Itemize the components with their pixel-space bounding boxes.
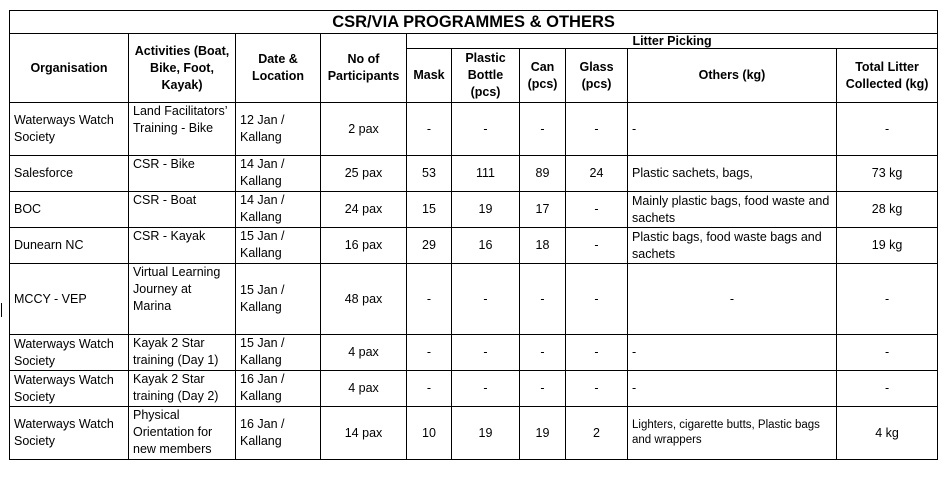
cell-activity: Land Facilitators’ Training - Bike	[129, 103, 236, 156]
cell-can: 17	[520, 192, 566, 228]
margin-mark	[1, 303, 2, 317]
cell-bottle: 111	[452, 156, 520, 192]
table-row	[10, 103, 938, 156]
header-activities: Activities (Boat, Bike, Foot, Kayak)	[129, 34, 236, 103]
cell-mask: -	[407, 335, 452, 371]
header-participants: No of Participants	[321, 34, 407, 103]
cell-total: -	[837, 371, 938, 407]
cell-participants: 2 pax	[321, 103, 407, 156]
cell-mask: -	[407, 103, 452, 156]
cell-mask: 10	[407, 407, 452, 460]
cell-mask: 53	[407, 156, 452, 192]
cell-participants: 24 pax	[321, 192, 407, 228]
cell-glass: -	[566, 335, 628, 371]
header-date-location: Date & Location	[236, 34, 321, 103]
cell-organisation: Waterways Watch Society	[10, 103, 129, 156]
cell-date: 14 Jan / Kallang	[236, 156, 321, 192]
header-litter-picking: Litter Picking	[407, 34, 938, 49]
cell-can: -	[520, 103, 566, 156]
cell-activity: Physical Orientation for new members	[129, 407, 236, 460]
cell-bottle: -	[452, 264, 520, 335]
table-row	[10, 228, 938, 264]
cell-date: 14 Jan / Kallang	[236, 192, 321, 228]
cell-organisation: Waterways Watch Society	[10, 407, 129, 460]
cell-organisation: Waterways Watch Society	[10, 371, 129, 407]
header-can: Can (pcs)	[520, 49, 566, 103]
cell-activity: Kayak 2 Star training (Day 1)	[129, 335, 236, 371]
cell-date: 16 Jan / Kallang	[236, 407, 321, 460]
cell-glass: 2	[566, 407, 628, 460]
cell-participants: 16 pax	[321, 228, 407, 264]
cell-glass: -	[566, 228, 628, 264]
cell-organisation: MCCY - VEP	[10, 264, 129, 335]
cell-organisation: Dunearn NC	[10, 228, 129, 264]
cell-glass: 24	[566, 156, 628, 192]
cell-can: 19	[520, 407, 566, 460]
cell-activity: Virtual Learning Journey at Marina	[129, 264, 236, 335]
cell-bottle: 19	[452, 192, 520, 228]
cell-others: -	[628, 103, 837, 156]
cell-bottle: 16	[452, 228, 520, 264]
cell-organisation: BOC	[10, 192, 129, 228]
cell-date: 15 Jan / Kallang	[236, 228, 321, 264]
cell-glass: -	[566, 371, 628, 407]
csr-programmes-table	[9, 10, 938, 460]
cell-organisation: Salesforce	[10, 156, 129, 192]
cell-others: Mainly plastic bags, food waste and sachets	[628, 192, 837, 228]
header-organisation: Organisation	[10, 34, 129, 103]
cell-participants: 48 pax	[321, 264, 407, 335]
header-mask: Mask	[407, 49, 452, 103]
cell-total: -	[837, 103, 938, 156]
table-title: CSR/VIA PROGRAMMES & OTHERS	[10, 11, 938, 34]
cell-total: 73 kg	[837, 156, 938, 192]
cell-others: Plastic sachets, bags,	[628, 156, 837, 192]
cell-total: 19 kg	[837, 228, 938, 264]
cell-mask: 15	[407, 192, 452, 228]
cell-others: -	[628, 335, 837, 371]
cell-total: 4 kg	[837, 407, 938, 460]
cell-can: -	[520, 335, 566, 371]
cell-date: 15 Jan / Kallang	[236, 335, 321, 371]
cell-total: -	[837, 264, 938, 335]
cell-participants: 25 pax	[321, 156, 407, 192]
cell-can: 89	[520, 156, 566, 192]
cell-activity: CSR - Bike	[129, 156, 236, 192]
cell-bottle: -	[452, 335, 520, 371]
header-total: Total Litter Collected (kg)	[837, 49, 938, 103]
cell-date: 12 Jan / Kallang	[236, 103, 321, 156]
cell-activity: CSR - Boat	[129, 192, 236, 228]
cell-glass: -	[566, 103, 628, 156]
cell-can: -	[520, 264, 566, 335]
table-row	[10, 371, 938, 407]
cell-activity: Kayak 2 Star training (Day 2)	[129, 371, 236, 407]
table-row	[10, 407, 938, 460]
cell-total: -	[837, 335, 938, 371]
table-row	[10, 264, 938, 335]
table-row	[10, 192, 938, 228]
cell-mask: -	[407, 264, 452, 335]
cell-can: -	[520, 371, 566, 407]
cell-bottle: 19	[452, 407, 520, 460]
header-plastic-bottle: Plastic Bottle (pcs)	[452, 49, 520, 103]
cell-others: Lighters, cigarette butts, Plastic bags and wrappers	[628, 407, 837, 460]
cell-date: 15 Jan / Kallang	[236, 264, 321, 335]
cell-mask: -	[407, 371, 452, 407]
cell-glass: -	[566, 264, 628, 335]
header-others: Others (kg)	[628, 49, 837, 103]
cell-date: 16 Jan / Kallang	[236, 371, 321, 407]
cell-participants: 14 pax	[321, 407, 407, 460]
cell-mask: 29	[407, 228, 452, 264]
cell-others: Plastic bags, food waste bags and sachets	[628, 228, 837, 264]
cell-others: -	[628, 264, 837, 335]
table-row	[10, 156, 938, 192]
cell-total: 28 kg	[837, 192, 938, 228]
header-glass: Glass (pcs)	[566, 49, 628, 103]
cell-bottle: -	[452, 371, 520, 407]
cell-others: -	[628, 371, 837, 407]
cell-participants: 4 pax	[321, 335, 407, 371]
cell-glass: -	[566, 192, 628, 228]
cell-activity: CSR - Kayak	[129, 228, 236, 264]
cell-participants: 4 pax	[321, 371, 407, 407]
cell-organisation: Waterways Watch Society	[10, 335, 129, 371]
table-row	[10, 335, 938, 371]
cell-can: 18	[520, 228, 566, 264]
cell-bottle: -	[452, 103, 520, 156]
